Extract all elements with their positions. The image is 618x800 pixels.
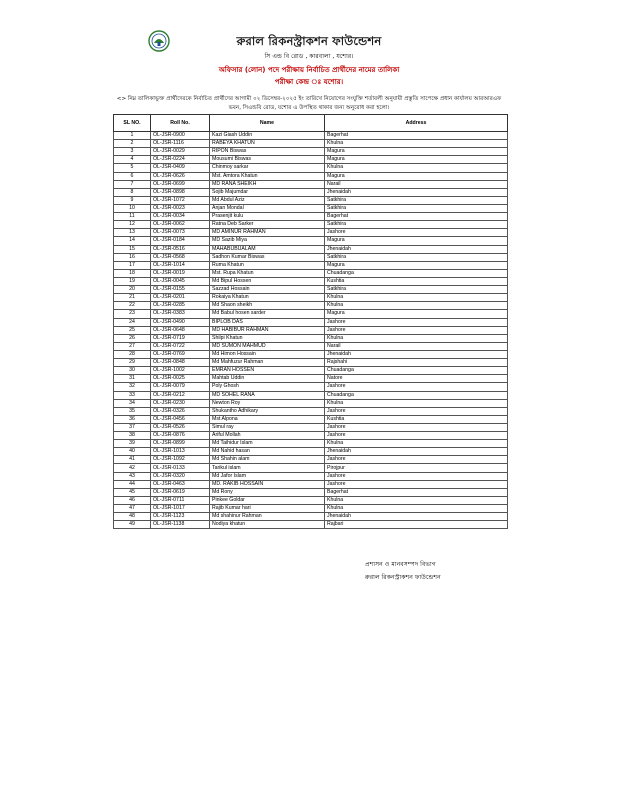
- cell-name: Md Bipul Hossen: [210, 277, 325, 285]
- cell-name: Prasenjit kulu: [210, 213, 325, 221]
- table-row: [114, 367, 508, 375]
- cell-sl-no: 46: [114, 496, 151, 504]
- cell-roll-no: OL-JSR-0073: [151, 229, 210, 237]
- table-row: [114, 391, 508, 399]
- table-row: [114, 294, 508, 302]
- table-row: [114, 237, 508, 245]
- cell-roll-no: OL-JSR-0490: [151, 318, 210, 326]
- cell-roll-no: OL-JSR-0326: [151, 407, 210, 415]
- cell-name: MD RANA SHEIKH: [210, 180, 325, 188]
- cell-name: RABEYA KHATUN: [210, 140, 325, 148]
- cell-name: MD Sazib Miya: [210, 237, 325, 245]
- cell-sl-no: 45: [114, 488, 151, 496]
- cell-name: Nodiya khatun: [210, 521, 325, 529]
- cell-roll-no: OL-JSR-0769: [151, 350, 210, 358]
- cell-name: Chinmoy sarkar: [210, 164, 325, 172]
- table-row: [114, 350, 508, 358]
- cell-name: Md shahinur Rahman: [210, 513, 325, 521]
- cell-name: Md Babul hosen sarder: [210, 310, 325, 318]
- cell-name: Mst. Rupa Khatun: [210, 269, 325, 277]
- cell-address: Jashore: [325, 326, 508, 334]
- cell-name: MD HABIBUR RAHMAN: [210, 326, 325, 334]
- cell-sl-no: 36: [114, 415, 151, 423]
- signature-block: [365, 558, 441, 584]
- cell-address: Chuadanga: [325, 367, 508, 375]
- cell-roll-no: OL-JSR-0899: [151, 440, 210, 448]
- cell-sl-no: 2: [114, 140, 151, 148]
- cell-address: Jhenaidah: [325, 188, 508, 196]
- table-row: [114, 229, 508, 237]
- cell-sl-no: 24: [114, 318, 151, 326]
- cell-sl-no: 26: [114, 334, 151, 342]
- cell-roll-no: OL-JSR-0184: [151, 237, 210, 245]
- cell-name: Sadhon Kumar Biswas: [210, 253, 325, 261]
- cell-address: Khulna: [325, 302, 508, 310]
- cell-address: Jashore: [325, 456, 508, 464]
- cell-name: Shukantho Adhikary: [210, 407, 325, 415]
- cell-address: Bagerhat: [325, 132, 508, 140]
- cell-address: Khulna: [325, 399, 508, 407]
- cell-name: Mousumi Biswas: [210, 156, 325, 164]
- cell-address: Khulna: [325, 164, 508, 172]
- cell-name: Rajib Kumar hari: [210, 505, 325, 513]
- table-row: [114, 496, 508, 504]
- table-header-row: [114, 115, 508, 132]
- cell-roll-no: OL-JSR-0133: [151, 464, 210, 472]
- table-row: [114, 213, 508, 221]
- cell-roll-no: OL-JSR-0224: [151, 156, 210, 164]
- cell-roll-no: OL-JSR-0034: [151, 213, 210, 221]
- cell-roll-no: OL-JSR-0212: [151, 391, 210, 399]
- cell-roll-no: OL-JSR-0900: [151, 132, 210, 140]
- cell-address: Magura: [325, 172, 508, 180]
- cell-sl-no: 1: [114, 132, 151, 140]
- cell-address: Natore: [325, 375, 508, 383]
- cell-roll-no: OL-JSR-0155: [151, 286, 210, 294]
- table-row: [114, 383, 508, 391]
- header-roll-no: Roll No.: [151, 115, 210, 132]
- cell-sl-no: 33: [114, 391, 151, 399]
- header-sl-no: SL NO.: [114, 115, 151, 132]
- cell-sl-no: 43: [114, 472, 151, 480]
- cell-roll-no: OL-JSR-1017: [151, 505, 210, 513]
- table-row: [114, 432, 508, 440]
- table-row: [114, 399, 508, 407]
- table-row: [114, 148, 508, 156]
- cell-name: Md Shahin alam: [210, 456, 325, 464]
- cell-address: Jhenaidah: [325, 513, 508, 521]
- cell-sl-no: 10: [114, 204, 151, 212]
- table-row: [114, 196, 508, 204]
- cell-address: Satkhira: [325, 286, 508, 294]
- cell-sl-no: 34: [114, 399, 151, 407]
- cell-sl-no: 23: [114, 310, 151, 318]
- cell-address: Jashore: [325, 432, 508, 440]
- cell-name: Md Nahid hasan: [210, 448, 325, 456]
- cell-roll-no: OL-JSR-0848: [151, 359, 210, 367]
- table-row: [114, 269, 508, 277]
- cell-roll-no: OL-JSR-0626: [151, 172, 210, 180]
- cell-address: Magura: [325, 237, 508, 245]
- cell-address: Khulna: [325, 496, 508, 504]
- cell-name: Rokaiya Khatun: [210, 294, 325, 302]
- cell-roll-no: OL-JSR-0648: [151, 326, 210, 334]
- cell-address: Khulna: [325, 140, 508, 148]
- cell-address: Bagerhat: [325, 488, 508, 496]
- cell-address: Jashore: [325, 423, 508, 431]
- cell-sl-no: 37: [114, 423, 151, 431]
- cell-name: MD SUMON MAHMUD: [210, 342, 325, 350]
- notice-intro: <> নিম্ন তালিকাভুক্ত প্রার্থীদেরকে নির্বাচিত প্রার্থীদের আগামী ০২ ডিসেম্বর-২০২৫ ইং তারিখে নিয়োগের সংযুক্তি শর্তাবলী অনুযায়ী প্রস্তুতি সাপেক্ষে প্রধান কার্যালয় আরআরএফ ভবন, সিএন্ডবি রোড, যশোর এ উপস্থিত থাকার জন্য অনুরোধ করা হলো।: [116, 96, 502, 111]
- table-row: [114, 318, 508, 326]
- cell-name: Shilpi Khatun: [210, 334, 325, 342]
- cell-name: Mst. Amtora Khatun: [210, 172, 325, 180]
- cell-name: Sazzad Hossain: [210, 286, 325, 294]
- cell-sl-no: 4: [114, 156, 151, 164]
- cell-name: Kazi Giash Uddin: [210, 132, 325, 140]
- table-row: [114, 245, 508, 253]
- table-row: [114, 407, 508, 415]
- cell-address: Jashore: [325, 472, 508, 480]
- cell-name: BIPLOB DAS: [210, 318, 325, 326]
- cell-name: Anjan Mondal: [210, 204, 325, 212]
- cell-address: Khulna: [325, 505, 508, 513]
- cell-roll-no: OL-JSR-0516: [151, 245, 210, 253]
- cell-roll-no: OL-JSR-0898: [151, 188, 210, 196]
- cell-sl-no: 15: [114, 245, 151, 253]
- cell-sl-no: 30: [114, 367, 151, 375]
- cell-sl-no: 8: [114, 188, 151, 196]
- cell-roll-no: OL-JSR-0619: [151, 488, 210, 496]
- table-row: [114, 521, 508, 529]
- cell-roll-no: OL-JSR-0201: [151, 294, 210, 302]
- table-body: [114, 132, 508, 529]
- cell-address: Jashore: [325, 407, 508, 415]
- footer-organization: রুরাল রিকনস্ট্রাকশন ফাউন্ডেশন: [365, 574, 441, 581]
- cell-name: Ratna Deb Sarker: [210, 221, 325, 229]
- cell-roll-no: OL-JSR-1092: [151, 456, 210, 464]
- cell-name: Tarikul islam: [210, 464, 325, 472]
- cell-roll-no: OL-JSR-0025: [151, 375, 210, 383]
- cell-sl-no: 40: [114, 448, 151, 456]
- organization-title: রুরাল রিকনস্ট্রাকশন ফাউন্ডেশন: [236, 34, 382, 48]
- cell-sl-no: 14: [114, 237, 151, 245]
- table-row: [114, 464, 508, 472]
- cell-roll-no: OL-JSR-0463: [151, 480, 210, 488]
- cell-sl-no: 42: [114, 464, 151, 472]
- cell-name: Newton Roy: [210, 399, 325, 407]
- table-row: [114, 375, 508, 383]
- cell-sl-no: 22: [114, 302, 151, 310]
- cell-address: Kushtia: [325, 415, 508, 423]
- cell-name: Md Shaon sheikh: [210, 302, 325, 310]
- cell-name: Pinkee Goldar: [210, 496, 325, 504]
- cell-sl-no: 25: [114, 326, 151, 334]
- cell-name: Md Himon Hossain: [210, 350, 325, 358]
- table-row: [114, 334, 508, 342]
- table-row: [114, 221, 508, 229]
- header-address: Address: [325, 115, 508, 132]
- header-name: Name: [210, 115, 325, 132]
- cell-sl-no: 12: [114, 221, 151, 229]
- cell-name: Md Mahfuzur Rahman: [210, 359, 325, 367]
- table-row: [114, 513, 508, 521]
- cell-name: Ruma Khatun: [210, 261, 325, 269]
- exam-center: পরীক্ষা কেন্দ্র ঃ যশোর।: [274, 78, 344, 86]
- cell-name: MD SOHEL RANA: [210, 391, 325, 399]
- cell-address: Jhenaidah: [325, 245, 508, 253]
- table-row: [114, 423, 508, 431]
- cell-roll-no: OL-JSR-1013: [151, 448, 210, 456]
- cell-address: Jashore: [325, 318, 508, 326]
- cell-roll-no: OL-JSR-0409: [151, 164, 210, 172]
- cell-sl-no: 21: [114, 294, 151, 302]
- cell-roll-no: OL-JSR-1123: [151, 513, 210, 521]
- cell-address: Satkhira: [325, 196, 508, 204]
- cell-address: Magura: [325, 156, 508, 164]
- cell-sl-no: 13: [114, 229, 151, 237]
- notice-title: অফিসার (লোন) পদে পরীক্ষায় নির্বাচিত প্রার্থীদের নামের তালিকা: [218, 66, 400, 74]
- cell-address: Chuadanga: [325, 391, 508, 399]
- cell-roll-no: OL-JSR-0062: [151, 221, 210, 229]
- cell-name: Mahtab Uddin: [210, 375, 325, 383]
- table-row: [114, 440, 508, 448]
- cell-address: Khulna: [325, 440, 508, 448]
- cell-address: Narail: [325, 180, 508, 188]
- cell-name: Md Abdul Aziz: [210, 196, 325, 204]
- table-row: [114, 456, 508, 464]
- cell-roll-no: OL-JSR-0230: [151, 399, 210, 407]
- cell-name: Simul ray: [210, 423, 325, 431]
- cell-sl-no: 35: [114, 407, 151, 415]
- cell-roll-no: OL-JSR-0029: [151, 148, 210, 156]
- cell-name: EMRAN HOSSEN: [210, 367, 325, 375]
- cell-roll-no: OL-JSR-0023: [151, 204, 210, 212]
- footer-department: প্রশাসন ও মানবসম্পদ বিভাগ: [365, 561, 436, 568]
- cell-address: Rajshahi: [325, 359, 508, 367]
- cell-address: Kushtia: [325, 277, 508, 285]
- table-row: [114, 326, 508, 334]
- cell-address: Jhenaidah: [325, 448, 508, 456]
- cell-sl-no: 27: [114, 342, 151, 350]
- cell-roll-no: OL-JSR-0568: [151, 253, 210, 261]
- cell-name: RIPON Biswas: [210, 148, 325, 156]
- cell-sl-no: 6: [114, 172, 151, 180]
- cell-address: Jashore: [325, 383, 508, 391]
- cell-sl-no: 39: [114, 440, 151, 448]
- cell-roll-no: OL-JSR-0711: [151, 496, 210, 504]
- cell-address: Magura: [325, 261, 508, 269]
- table-row: [114, 505, 508, 513]
- cell-address: Chuadanga: [325, 269, 508, 277]
- table-row: [114, 277, 508, 285]
- cell-roll-no: OL-JSR-0719: [151, 334, 210, 342]
- cell-address: Jashore: [325, 229, 508, 237]
- cell-roll-no: OL-JSR-0526: [151, 423, 210, 431]
- cell-name: MD. RAKIB HOSSAIN: [210, 480, 325, 488]
- table-row: [114, 132, 508, 140]
- cell-sl-no: 49: [114, 521, 151, 529]
- cell-address: Pirojpur: [325, 464, 508, 472]
- cell-sl-no: 48: [114, 513, 151, 521]
- cell-roll-no: OL-JSR-0722: [151, 342, 210, 350]
- cell-roll-no: OL-JSR-1014: [151, 261, 210, 269]
- cell-name: Mst Alpona: [210, 415, 325, 423]
- cell-address: Satkhira: [325, 221, 508, 229]
- cell-address: Satkhira: [325, 204, 508, 212]
- table-row: [114, 286, 508, 294]
- cell-sl-no: 38: [114, 432, 151, 440]
- cell-roll-no: OL-JSR-0456: [151, 415, 210, 423]
- table-row: [114, 164, 508, 172]
- cell-roll-no: OL-JSR-0320: [151, 472, 210, 480]
- table-row: [114, 204, 508, 212]
- cell-roll-no: OL-JSR-1002: [151, 367, 210, 375]
- cell-roll-no: OL-JSR-0285: [151, 302, 210, 310]
- table-row: [114, 172, 508, 180]
- cell-sl-no: 7: [114, 180, 151, 188]
- cell-roll-no: OL-JSR-0876: [151, 432, 210, 440]
- selected-candidates-table: [113, 114, 508, 529]
- cell-sl-no: 18: [114, 269, 151, 277]
- table-row: [114, 180, 508, 188]
- cell-sl-no: 3: [114, 148, 151, 156]
- cell-sl-no: 28: [114, 350, 151, 358]
- cell-address: Jhenaidah: [325, 350, 508, 358]
- cell-sl-no: 44: [114, 480, 151, 488]
- cell-name: Md Taihidur Islam: [210, 440, 325, 448]
- cell-roll-no: OL-JSR-1138: [151, 521, 210, 529]
- cell-roll-no: OL-JSR-0045: [151, 277, 210, 285]
- cell-address: Satkhira: [325, 253, 508, 261]
- cell-sl-no: 17: [114, 261, 151, 269]
- cell-sl-no: 31: [114, 375, 151, 383]
- cell-sl-no: 5: [114, 164, 151, 172]
- cell-sl-no: 32: [114, 383, 151, 391]
- table-row: [114, 342, 508, 350]
- cell-name: MAHABUBUALAM: [210, 245, 325, 253]
- table-row: [114, 156, 508, 164]
- table-row: [114, 188, 508, 196]
- table-row: [114, 415, 508, 423]
- cell-address: Magura: [325, 310, 508, 318]
- cell-sl-no: 16: [114, 253, 151, 261]
- cell-name: Sojib Majumdar: [210, 188, 325, 196]
- cell-roll-no: OL-JSR-0079: [151, 383, 210, 391]
- cell-roll-no: OL-JSR-1116: [151, 140, 210, 148]
- cell-sl-no: 19: [114, 277, 151, 285]
- cell-name: Md Jafor Islam: [210, 472, 325, 480]
- cell-roll-no: OL-JSR-0383: [151, 310, 210, 318]
- cell-sl-no: 29: [114, 359, 151, 367]
- cell-address: Rajbari: [325, 521, 508, 529]
- cell-address: Magura: [325, 148, 508, 156]
- cell-sl-no: 11: [114, 213, 151, 221]
- cell-sl-no: 47: [114, 505, 151, 513]
- cell-sl-no: 41: [114, 456, 151, 464]
- cell-name: MD AMINUR RAHMAN: [210, 229, 325, 237]
- table-row: [114, 488, 508, 496]
- table-row: [114, 480, 508, 488]
- cell-address: Khulna: [325, 334, 508, 342]
- cell-name: Ariful Mollah: [210, 432, 325, 440]
- cell-address: Narail: [325, 342, 508, 350]
- table-row: [114, 261, 508, 269]
- organization-address: সি এন্ড বি রোড , কারবালা , যশোর।: [264, 53, 354, 60]
- table-row: [114, 253, 508, 261]
- cell-sl-no: 9: [114, 196, 151, 204]
- table-row: [114, 448, 508, 456]
- cell-address: Bagerhat: [325, 213, 508, 221]
- cell-roll-no: OL-JSR-1072: [151, 196, 210, 204]
- table-row: [114, 310, 508, 318]
- table-row: [114, 359, 508, 367]
- cell-address: Khulna: [325, 294, 508, 302]
- cell-sl-no: 20: [114, 286, 151, 294]
- table-row: [114, 472, 508, 480]
- table-row: [114, 302, 508, 310]
- table-row: [114, 140, 508, 148]
- cell-name: Poly Ghosh: [210, 383, 325, 391]
- cell-roll-no: OL-JSR-0019: [151, 269, 210, 277]
- cell-address: Jashore: [325, 480, 508, 488]
- cell-roll-no: OL-JSR-0699: [151, 180, 210, 188]
- cell-name: Md Rony: [210, 488, 325, 496]
